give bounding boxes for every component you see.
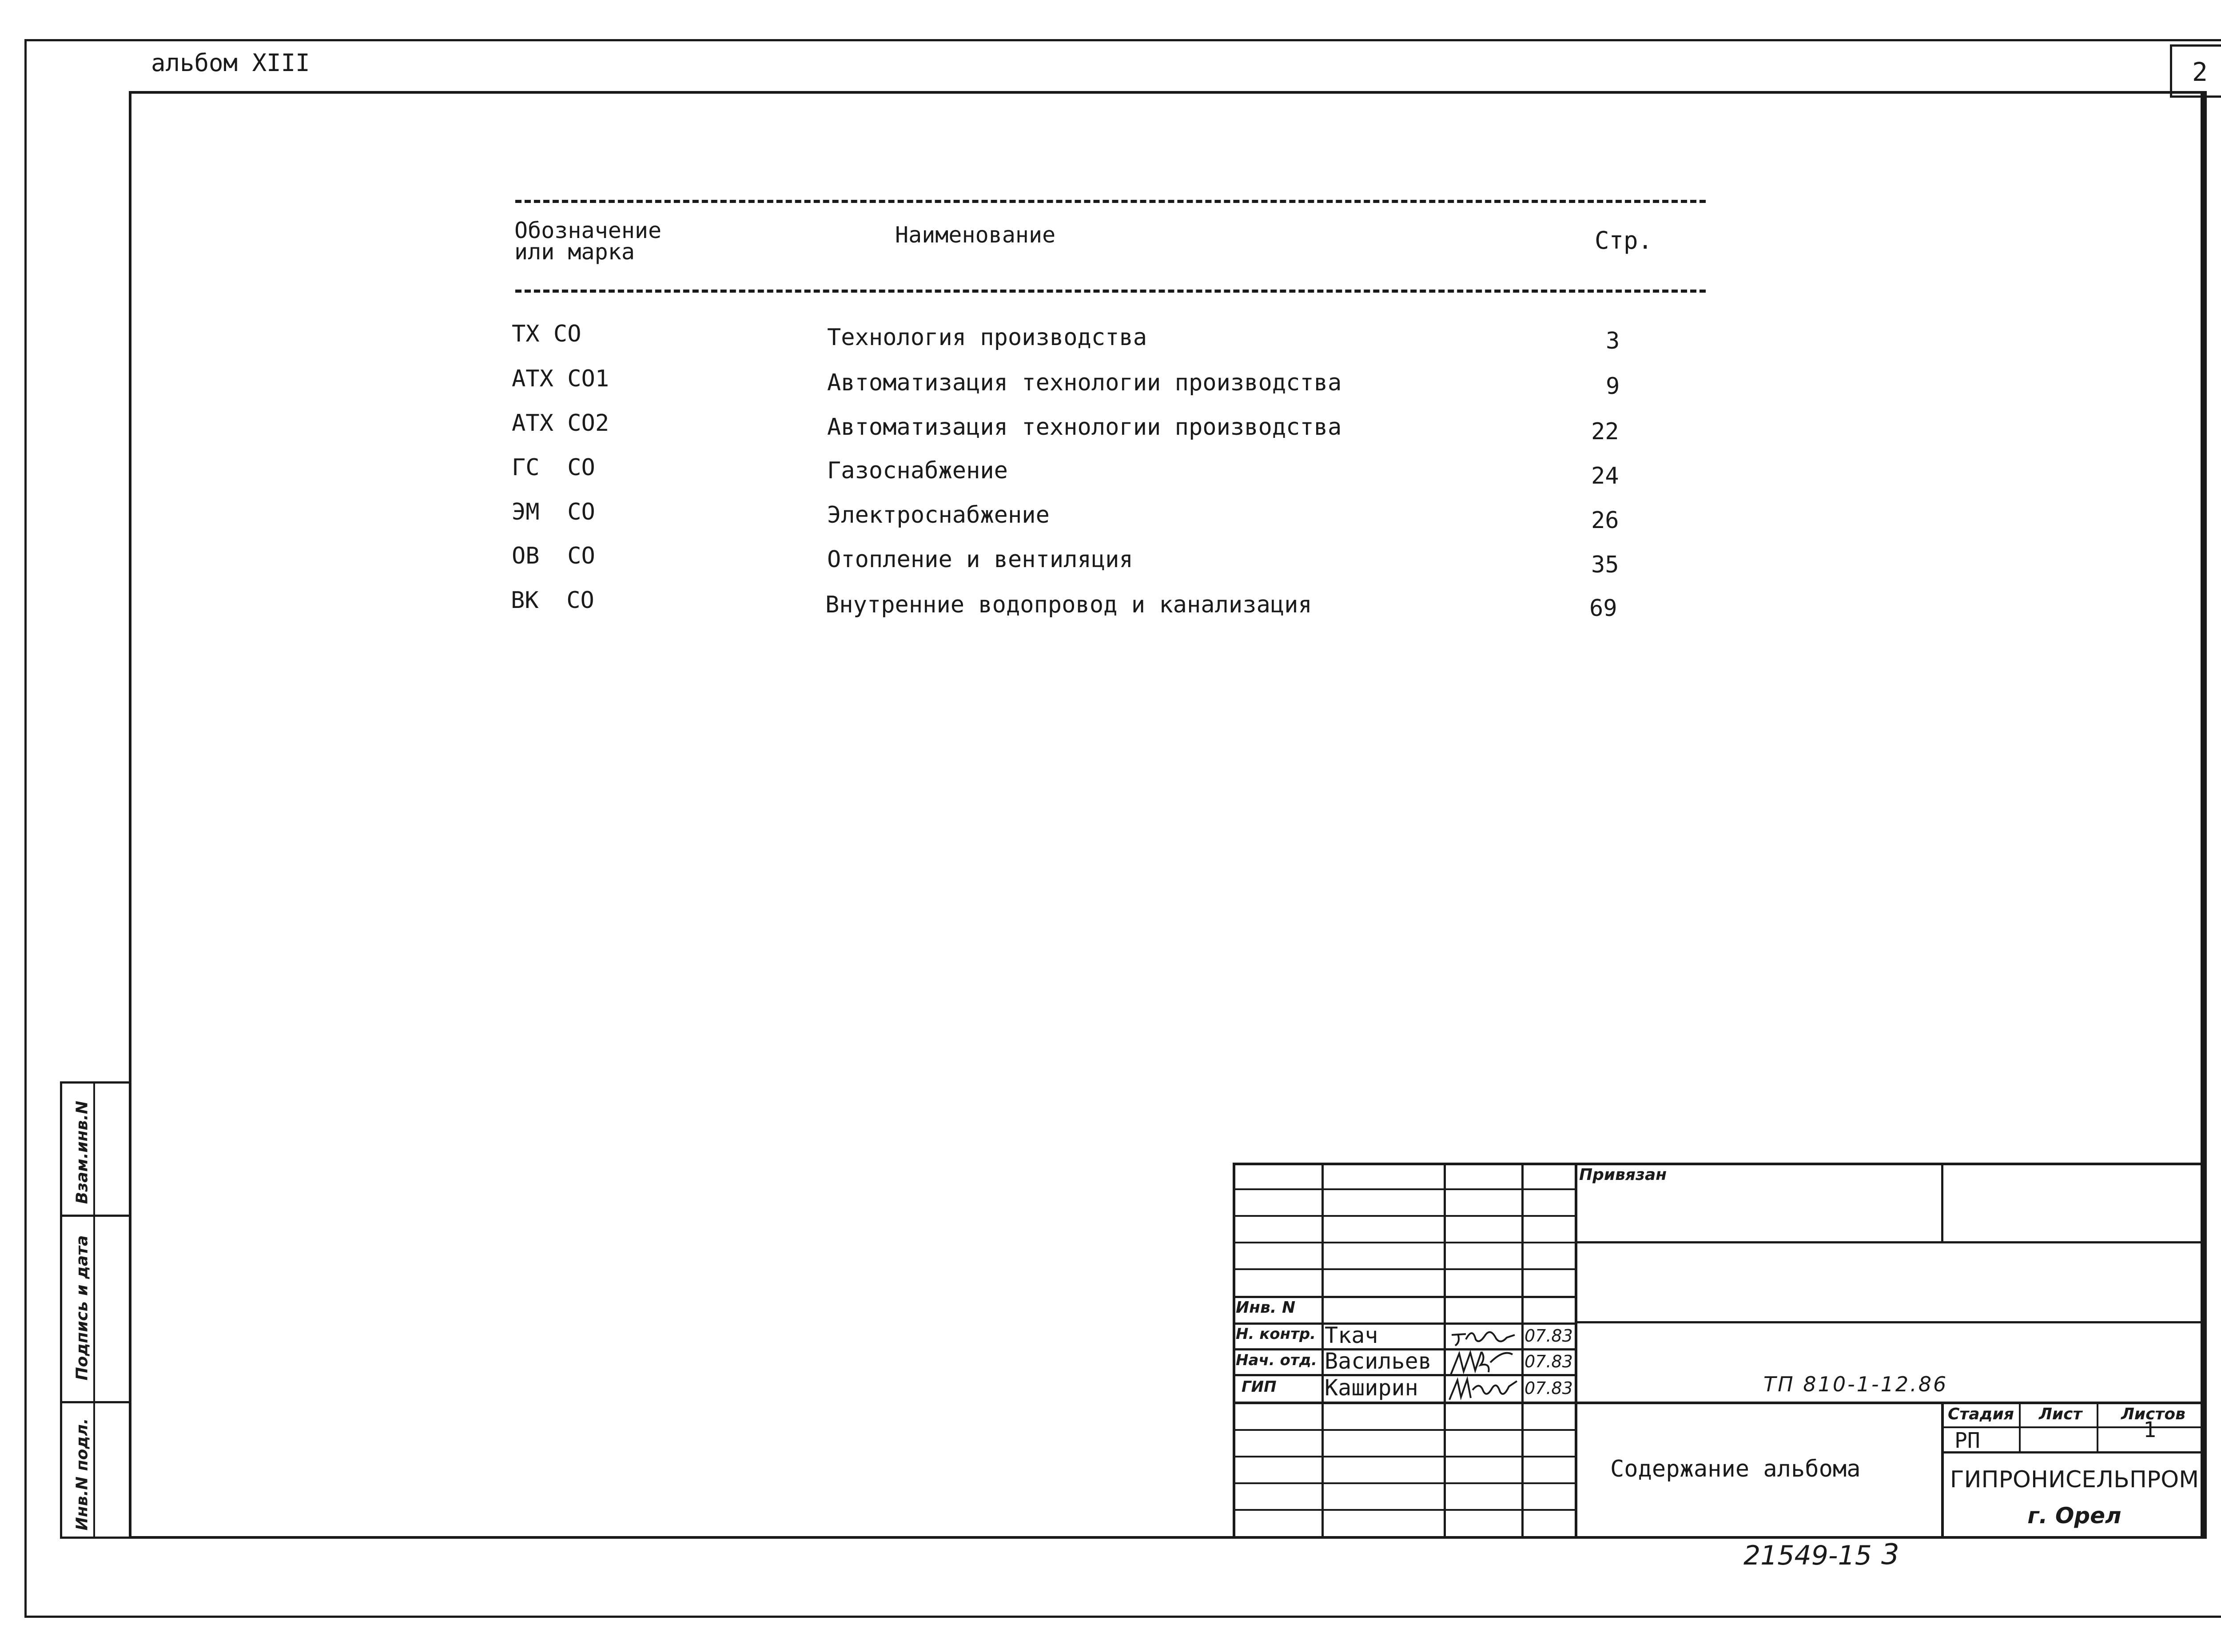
- signer-name: Ткач: [1325, 1322, 1378, 1348]
- row-code: ЭМ СО: [512, 499, 595, 525]
- stage-value: РП: [1954, 1428, 1980, 1453]
- footer-page: 3: [1881, 1538, 1899, 1571]
- row-name: Внутренние водопровод и канализация: [825, 592, 1312, 618]
- tb-row-4: [1233, 1268, 1575, 1270]
- tb-row-1: [1233, 1188, 1575, 1190]
- attached-label: Привязан: [1579, 1166, 1667, 1184]
- footer-number: 21549-15: [1743, 1540, 1872, 1571]
- row-name: Автоматизация технологии производства: [827, 369, 1342, 396]
- side-stamp-sep-1: [60, 1215, 131, 1217]
- tb-stage-row-1: [1941, 1426, 2205, 1428]
- row-code: ТХ СО: [512, 321, 581, 347]
- row-page: 69: [1589, 595, 1617, 622]
- organization-name: ГИПРОНИСЕЛЬПРОМ: [1950, 1466, 2199, 1493]
- signer-name: Васильев: [1325, 1348, 1432, 1374]
- signer-role: ГИП: [1242, 1378, 1277, 1396]
- document-code: ТП 810-1-12.86: [1763, 1372, 1948, 1396]
- contents-top-rule: [515, 200, 1706, 203]
- tb-row-6: [1233, 1322, 1575, 1325]
- album-label: альбом XIII: [151, 49, 310, 77]
- tb-top: [1233, 1163, 2205, 1165]
- row-code: АТХ СО1: [512, 365, 609, 392]
- outer-border-left: [24, 39, 27, 1618]
- tb-attached-divider: [1941, 1163, 1943, 1243]
- row-name: Автоматизация технологии производства: [827, 414, 1342, 441]
- sheet-title: Содержание альбома: [1610, 1456, 1861, 1482]
- signer-role: Нач. отд.: [1236, 1351, 1317, 1369]
- row-name: Отопление и вентиляция: [827, 546, 1133, 573]
- tb-stage-row-2: [1941, 1451, 2205, 1453]
- tb-row-11: [1233, 1456, 1575, 1457]
- row-page: 9: [1606, 373, 1620, 400]
- stage-label: Стадия: [1948, 1405, 2014, 1423]
- sheet-label: Лист: [2039, 1405, 2082, 1423]
- header-designation: Обозначение или марка: [514, 218, 662, 265]
- tb-row-9: [1233, 1402, 2205, 1404]
- row-code: ОВ СО: [512, 543, 595, 569]
- signer-role: Н. контр.: [1236, 1325, 1316, 1343]
- row-page: 3: [1606, 328, 1620, 354]
- tb-row-13: [1233, 1509, 1575, 1511]
- row-page: 26: [1591, 507, 1619, 534]
- signature-tkach: [1448, 1322, 1519, 1348]
- signer-date: 07.83: [1524, 1326, 1573, 1346]
- tb-row-3: [1233, 1242, 1575, 1243]
- row-code: ГС СО: [512, 454, 595, 481]
- tb-row-2: [1233, 1215, 1575, 1217]
- side-stamp-replace-inv: Взам.инв.N: [73, 1100, 92, 1204]
- tb-right-row-2: [1575, 1321, 2205, 1323]
- signer-name: Каширин: [1325, 1375, 1418, 1401]
- sheets-label: Листов: [2121, 1405, 2185, 1423]
- row-code: ВК СО: [511, 587, 594, 614]
- side-stamp-sep-2: [60, 1401, 131, 1403]
- signature-kashirin: [1446, 1372, 1521, 1403]
- signer-date: 07.83: [1524, 1352, 1573, 1371]
- side-stamp-divider: [93, 1081, 95, 1539]
- row-code: АТХ СО2: [512, 410, 609, 437]
- outer-border-bottom: [24, 1616, 2221, 1618]
- sheets-value: 1: [2143, 1418, 2156, 1442]
- side-stamp-inv-orig: Инв.N подл.: [73, 1418, 92, 1531]
- row-name: Газоснабжение: [827, 457, 1008, 484]
- signer-date: 07.83: [1524, 1378, 1573, 1398]
- row-page: 35: [1591, 552, 1619, 578]
- inv-label: Инв. N: [1236, 1299, 1296, 1317]
- header-name: Наименование: [895, 222, 1056, 248]
- side-stamp: [60, 1081, 131, 1539]
- header-page: Стр.: [1595, 226, 1653, 254]
- row-page: 24: [1591, 463, 1619, 489]
- tb-row-5: [1233, 1296, 1575, 1298]
- tb-row-12: [1233, 1482, 1575, 1484]
- organization-city: г. Орел: [2027, 1503, 2121, 1529]
- side-stamp-sign-date: Подпись и дата: [73, 1235, 92, 1381]
- contents-header-rule: [515, 290, 1706, 293]
- row-page: 22: [1591, 418, 1619, 445]
- row-name: Электроснабжение: [827, 502, 1050, 528]
- tb-row-10: [1233, 1429, 1575, 1431]
- outer-border-top: [27, 39, 2221, 41]
- row-name: Технология производства: [827, 324, 1147, 351]
- tb-col-4: [1575, 1163, 1577, 1539]
- tb-right-row-1: [1575, 1241, 2205, 1243]
- page-number: 2: [2192, 57, 2208, 87]
